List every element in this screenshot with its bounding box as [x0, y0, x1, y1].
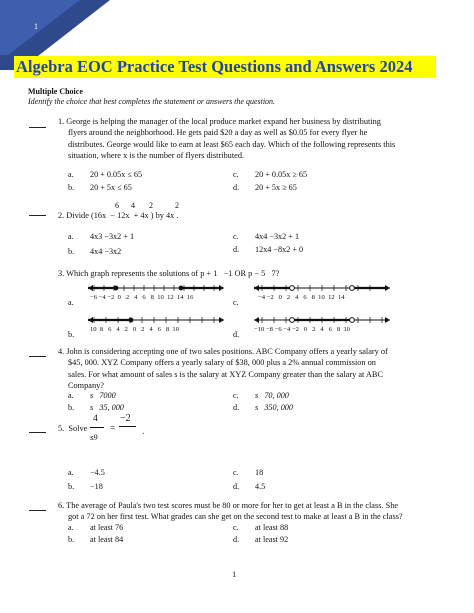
number-line-b — [86, 314, 226, 326]
q4-option-d[interactable]: d. s 350, 000 — [233, 403, 293, 412]
q6-text — [58, 500, 403, 523]
number-line-c — [252, 282, 392, 294]
q1-line: flyers around the neighborhood. He gets paid $20 a day as well as $0.05 for every flyer he — [68, 128, 368, 138]
q2-option-a[interactable]: a. 4x3 −3x2 + 1 — [68, 232, 135, 241]
number-line-a-ticks: −6 −4 −2 0 2 4 6 8 10 12 14 16 — [90, 294, 194, 301]
q2-option-d[interactable]: d. 12x4 −8x2 + 0 — [233, 245, 304, 254]
q5-option-a[interactable]: a. −4.5 — [68, 468, 105, 477]
q2-option-c[interactable]: c. 4x4 −3x2 + 1 — [233, 232, 300, 241]
q1-option-d[interactable]: d. 20 + 5x ≥ 65 — [233, 183, 297, 192]
q2-exponents: 6 4 2 2 — [115, 201, 179, 210]
number-line-a — [86, 282, 226, 294]
q4-line: $45, 000. XYZ Company offers a yearly salary of $38, 000 plus a 2% annual commission on — [68, 358, 376, 368]
q5-rhs: −2 — [120, 413, 131, 424]
answer-blank-q4[interactable] — [29, 356, 46, 357]
page-title: Algebra EOC Practice Test Questions and Answers 2024 — [14, 56, 436, 78]
q3-text: 3. Which graph represents the solutions of p + 1 −1 OR p − 5 7? — [58, 269, 280, 278]
q4-text — [58, 346, 388, 392]
q6-option-a[interactable]: a. at least 76 — [68, 523, 124, 532]
q4-option-a[interactable]: a. s 7000 — [68, 391, 116, 400]
number-line-c-ticks: −4 −2 0 2 4 6 8 10 12 14 — [258, 294, 345, 301]
q5-fraction-bar — [90, 427, 104, 428]
q1-option-c[interactable]: c. 20 + 0.05x ≥ 65 — [233, 170, 308, 179]
number-line-d-ticks: −10 −8 −6 −4 −2 0 2 4 6 8 10 — [254, 326, 351, 333]
q4-line: sales. For what amount of sales s is the salary at XYZ Company greater than the salary at ABC — [68, 369, 383, 379]
q2-option-b[interactable]: b. 4x4 −3x2 — [68, 247, 122, 256]
q5-rhs-bar — [119, 426, 136, 427]
answer-blank-q6[interactable] — [29, 510, 46, 511]
q4-line: Company? — [68, 381, 104, 391]
header-page-number: 1 — [34, 22, 38, 31]
q6-option-c[interactable]: c. at least 88 — [233, 523, 289, 532]
answer-blank-q5[interactable] — [29, 432, 46, 433]
q5-period: . — [142, 426, 145, 436]
section-heading: Multiple Choice — [28, 87, 83, 96]
q6-line: 6. The average of Paula's two test scores must be 80 or more for her to get at least a B in the class. She — [58, 501, 399, 510]
q6-option-d[interactable]: d. at least 92 — [233, 535, 289, 544]
q5-equals: = — [110, 423, 116, 433]
number-line-b-ticks: 10 8 6 4 2 0 2 4 6 8 10 — [90, 326, 180, 333]
footer-page-number: 1 — [232, 569, 237, 579]
number-line-d — [252, 314, 392, 326]
q3-option-b[interactable]: b. — [68, 330, 75, 339]
q5-numerator: 4 — [93, 414, 98, 424]
q4-option-c[interactable]: c. s 70, 000 — [233, 391, 289, 400]
q6-option-b[interactable]: b. at least 84 — [68, 535, 124, 544]
q1-line: 1. George is helping the manager of the local produce market expand her business by distributing — [58, 117, 381, 126]
q6-line: got a 72 on her first test. What grades can she get on the second test to make at least a B in the class? — [68, 512, 403, 522]
q1-line: situation, where x is the number of flyers distributed. — [68, 151, 245, 161]
q3-option-a[interactable]: a. — [68, 298, 74, 307]
q5-solve: 5. Solve — [58, 424, 88, 433]
q5-option-b[interactable]: b. −18 — [68, 482, 103, 491]
answer-blank-q1[interactable] — [29, 127, 46, 128]
q1-text — [58, 116, 395, 162]
q1-option-a[interactable]: a. 20 + 0.05x ≤ 65 — [68, 170, 143, 179]
q2-text: 2. Divide (16x − 12x + 4x ) by 4x . — [58, 211, 179, 220]
q5-option-d[interactable]: d. 4.5 — [233, 482, 266, 491]
q1-line: distributes. George would like to earn at least $65 each day. Which of the following represents this — [68, 139, 396, 149]
q3-option-d[interactable]: d. — [233, 330, 240, 339]
q1-option-b[interactable]: b. 20 + 5x ≤ 65 — [68, 183, 132, 192]
q5-denominator: s9 — [90, 432, 98, 442]
q4-line: 4. John is considering accepting one of two sales positions. ABC Company offers a yearly salary of — [58, 347, 388, 356]
section-instructions: Identify the choice that best completes the statement or answers the question. — [28, 97, 276, 106]
answer-blank-q2[interactable] — [29, 215, 46, 216]
q3-option-c[interactable]: c. — [233, 298, 239, 307]
q4-option-b[interactable]: b. s 35, 000 — [68, 403, 124, 412]
q5-option-c[interactable]: c. 18 — [233, 468, 264, 477]
